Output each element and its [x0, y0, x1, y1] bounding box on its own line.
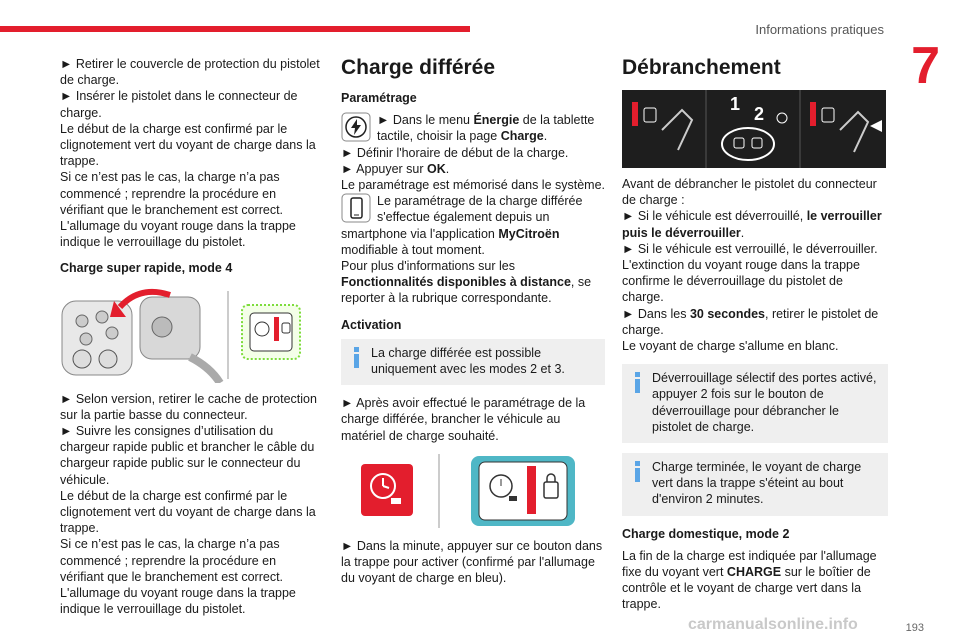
text-line: Le début de la charge est confirmé par le clignotement vert du voyant de charge dans la trappe.	[60, 121, 316, 169]
svg-text:1: 1	[730, 94, 741, 114]
text-line: La fin de la charge est indiquée par l'allumage fixe du voyant vert CHARGE sur le boîtier de contrôle et le voyant de charge vert dans la trappe.	[622, 548, 877, 612]
svg-text:2: 2	[754, 104, 765, 124]
chapter-number: 7	[911, 37, 940, 95]
text-line: ► Insérer le pistolet dans le connecteur de charge.	[60, 89, 298, 120]
text-line: Avant de débrancher le pistolet du connecteur de charge :	[622, 177, 877, 208]
text-line: Le paramétrage est mémorisé dans le système.	[341, 178, 606, 193]
deferred-charge-button-illustration	[341, 454, 605, 530]
text-line: Le paramétrage de la charge différée s'effectue également depuis un smartphone via l'application MyCitroën modifiable à tout moment.	[341, 194, 583, 257]
text-line: ► Définir l'horaire de début de la charge.	[341, 145, 569, 160]
smartphone-note	[341, 193, 605, 258]
text-line: ► Suivre les consignes d’utilisation du chargeur rapide public et brancher le câble du chargeur rapide public sur le connecteur du véhicule.	[60, 424, 315, 487]
section-heading: Charge domestique, mode 2	[622, 526, 790, 541]
energy-step	[341, 112, 605, 144]
unplug-illustration	[622, 90, 888, 168]
subsection-heading: Paramétrage	[341, 91, 417, 105]
watermark: carmanualsonline.info	[688, 616, 858, 633]
page-number: 193	[905, 622, 924, 634]
info-icon	[630, 372, 646, 394]
text-line: ► Retirer le couvercle de protection du pistolet de charge.	[60, 57, 320, 88]
text-line: ► Selon version, retirer le cache de protection sur la partie basse du connecteur.	[60, 391, 317, 422]
text-line: Le voyant de charge s'allume en blanc.	[622, 339, 839, 354]
text-line: ► Dans la minute, appuyer sur ce bouton dans la trappe pour activer (confirmé par l'allumage du voyant de charge en bleu).	[341, 538, 603, 586]
section-title: Débranchement	[622, 56, 781, 79]
text-line: ► Dans les 30 secondes, retirer le pistolet de charge.	[622, 306, 879, 337]
text-line: Le début de la charge est confirmé par le clignotement vert du voyant de charge dans la trappe.	[60, 488, 316, 536]
text-line: L'allumage du voyant rouge dans la trappe indique le verrouillage du pistolet.	[60, 586, 296, 617]
smartphone-icon	[341, 193, 371, 223]
section-heading: Charge super rapide, mode 4	[60, 261, 233, 276]
text-line: Pour plus d'informations sur les Fonctionnalités disponibles à distance, se reporter à la rubrique correspondante.	[341, 259, 592, 306]
info-icon	[630, 461, 646, 483]
info-note: Déverrouillage sélectif des portes activé, appuyer 2 fois sur le bouton de déverrouillage pour débrancher le pistolet de charge.	[622, 364, 888, 443]
text-line: L'allumage du voyant rouge dans la trappe indique le verrouillage du pistolet.	[60, 219, 296, 250]
column-2	[341, 56, 605, 586]
header-title: Informations pratiques	[755, 22, 884, 37]
text-line: ► Dans le menu Énergie de la tablette tactile, choisir la page Charge.	[377, 113, 595, 144]
info-note: La charge différée est possible uniquement avec les modes 2 et 3.	[341, 339, 605, 385]
text-line: ► Si le véhicule est verrouillé, le déverrouiller.	[622, 241, 878, 256]
column-3	[622, 56, 888, 613]
mode4-illustration	[60, 287, 322, 383]
subsection-heading: Activation	[341, 317, 402, 332]
info-note: Charge terminée, le voyant de charge vert dans la trappe s'éteint au bout d'environ 2 minutes.	[622, 453, 888, 516]
text-line: ► Si le véhicule est déverrouillé, le verrouiller puis le déverrouiller.	[622, 209, 882, 240]
text-line: L'extinction du voyant rouge dans la trappe confirme le déverrouillage du pistolet de charge.	[622, 258, 860, 305]
text-line: Si ce n’est pas le cas, la charge n’a pas commencé ; reprendre la procédure en vérifiant que le branchement est correct.	[60, 537, 284, 584]
info-icon	[349, 347, 365, 369]
energy-icon	[341, 112, 371, 142]
section-title: Charge différée	[341, 56, 496, 79]
column-1	[60, 56, 322, 617]
header-red-bar	[0, 26, 470, 32]
text-line: Si ce n’est pas le cas, la charge n’a pas commencé ; reprendre la procédure en vérifiant que le branchement est correct.	[60, 170, 284, 217]
text-line: ► Appuyer sur OK.	[341, 161, 450, 176]
text-line: ► Après avoir effectué le paramétrage de la charge différée, brancher le véhicule au matériel de charge souhaité.	[341, 396, 586, 443]
